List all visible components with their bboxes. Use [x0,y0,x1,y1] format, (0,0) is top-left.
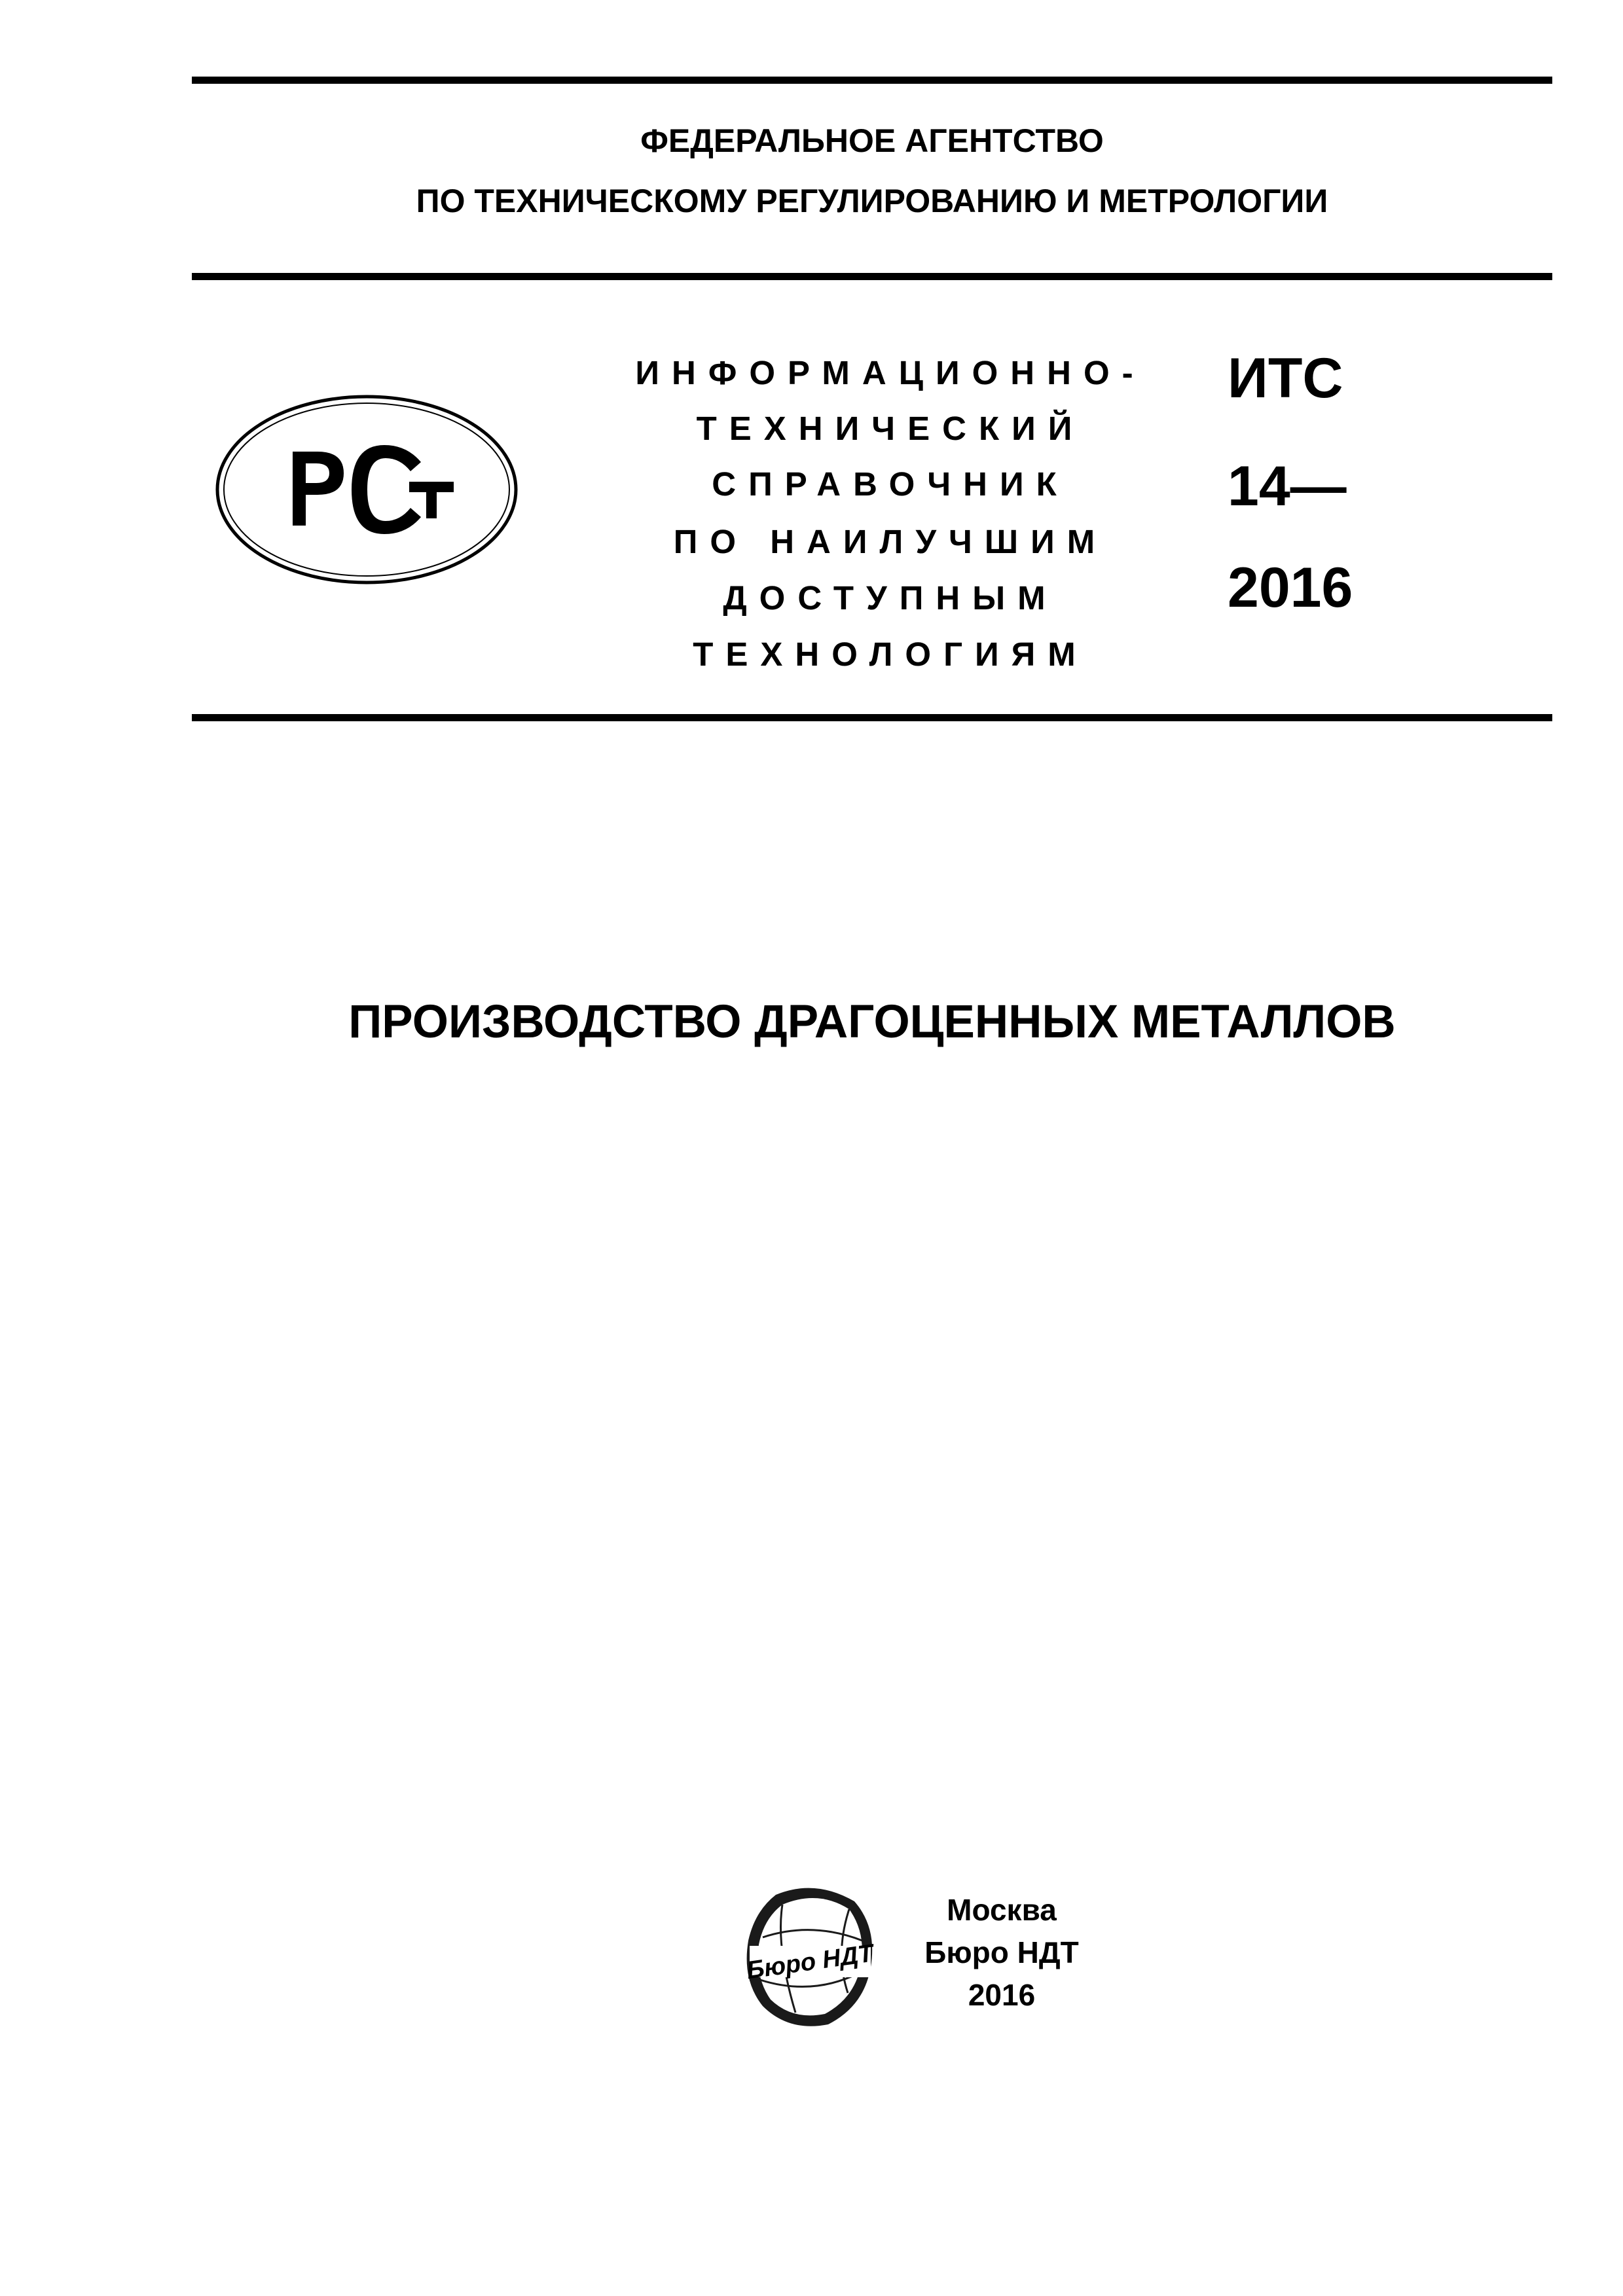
agency-name-line-1: ФЕДЕРАЛЬНОЕ АГЕНТСТВО [640,122,1104,159]
buro-ndt-logo-text: Бюро НДТ [744,1939,875,1985]
header-divider [192,273,1552,280]
handbook-type-line-6: ТЕХНОЛОГИЯМ [693,636,1088,673]
publisher-year: 2016 [968,1978,1036,2012]
title-block-divider [192,714,1552,721]
document-title: ПРОИЗВОДСТВО ДРАГОЦЕННЫХ МЕТАЛЛОВ [348,996,1396,1048]
handbook-type-line-4: ПО НАИЛУЧШИМ [673,523,1108,560]
handbook-type-line-3: СПРАВОЧНИК [712,465,1069,503]
handbook-type-line-2: ТЕХНИЧЕСКИЙ [696,410,1085,447]
designation-year: 2016 [1228,556,1353,619]
handbook-type-line-5: ДОСТУПНЫМ [723,579,1058,617]
handbook-type-line-1: ИНФОРМАЦИОННО- [635,354,1146,391]
gost-r-mark-icon [213,391,520,588]
publisher-city: Москва [947,1893,1057,1927]
agency-name-line-2: ПО ТЕХНИЧЕСКОМУ РЕГУЛИРОВАНИЮ И МЕТРОЛОГИИ [416,183,1328,219]
top-divider [192,77,1552,84]
designation-number: 14— [1228,455,1347,518]
gost-mark-text: РСТ [367,585,368,586]
buro-ndt-logo-icon [737,1875,881,2032]
publisher-name: Бюро НДТ [924,1935,1079,1969]
designation-prefix: ИТС [1228,347,1343,410]
